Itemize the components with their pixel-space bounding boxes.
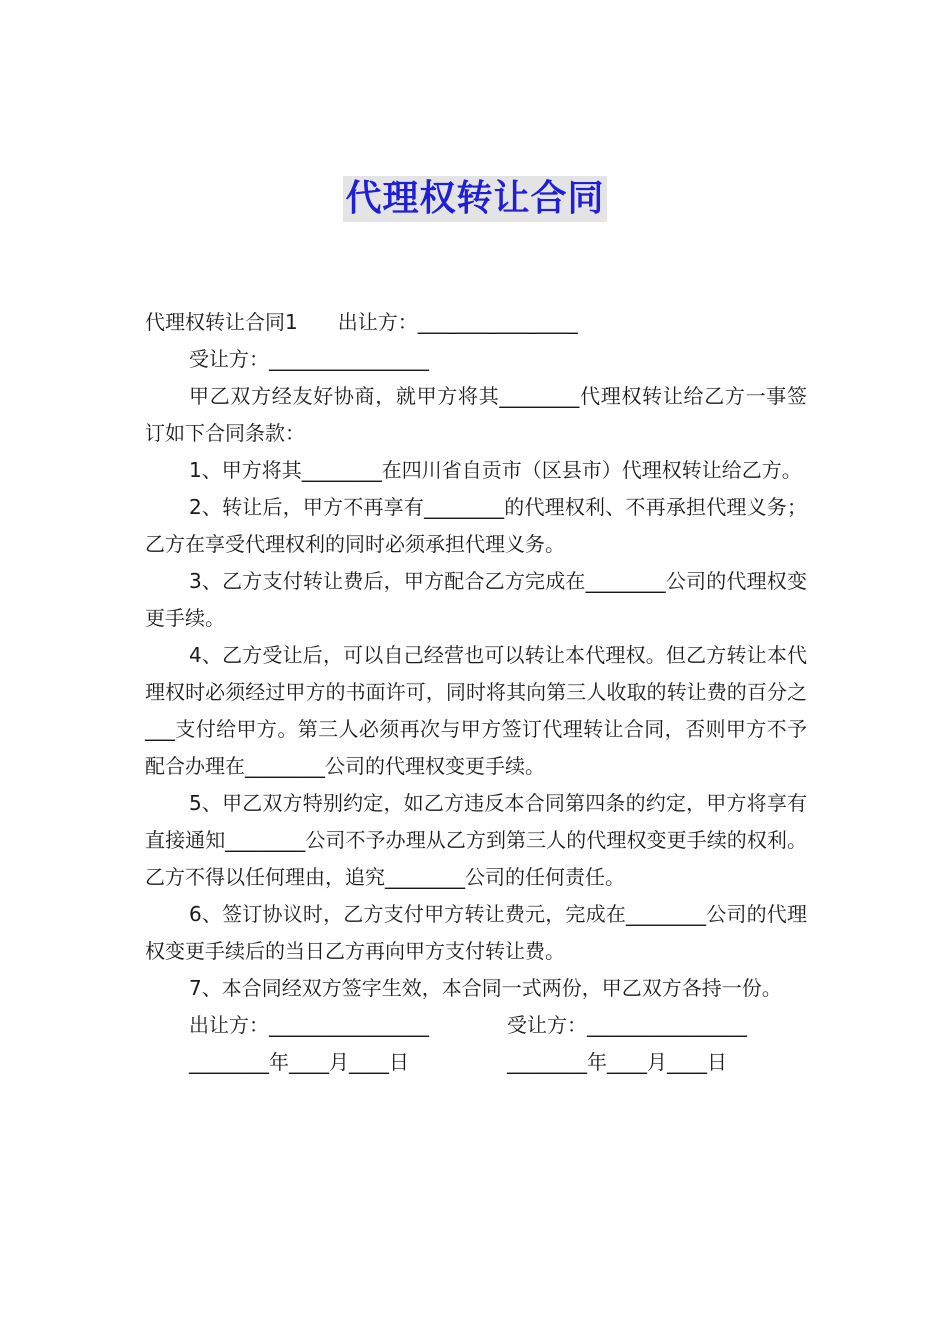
paragraph-clause-6: 6、签订协议时，乙方支付甲方转让费元，完成在________公司的代理权变更手续后的当日乙方再向甲方支付转让费。 bbox=[145, 902, 807, 963]
signature-date-row bbox=[145, 1044, 807, 1081]
title-container bbox=[0, 176, 950, 222]
paragraph-clause-4: 4、乙方受让后，可以自己经营也可以转让本代理权。但乙方转让本代理权时必须经过甲方的书面许可，同时将其向第三人收取的转让费的百分之___支付给甲方。第三人必须再次与甲方签订代理转让合同，否则甲方不予配合办理在________公司的代理权变更手续。 bbox=[145, 643, 807, 778]
paragraph-clause-3: 3、乙方支付转让费后，甲方配合乙方完成在________公司的代理权变更手续。 bbox=[145, 569, 807, 630]
paragraph-clause-5: 5、甲乙双方特别约定，如乙方违反本合同第四条的约定，甲方将享有直接通知________公司不予办理从乙方到第三人的代理权变更手续的权利。乙方不得以任何理由，追究________公司的任何责任。 bbox=[145, 791, 807, 889]
signature-date-left: ________年____月____日 bbox=[189, 1050, 409, 1074]
paragraph-clause-1: 1、甲方将其________在四川省自贡市（区县市）代理权转让给乙方。 bbox=[189, 458, 802, 482]
transferee-line: 受让方：________________ bbox=[189, 347, 429, 371]
document-title: 代理权转让合同 bbox=[343, 176, 606, 222]
signature-date-right: ________年____月____日 bbox=[507, 1050, 727, 1074]
paragraph-clause-7: 7、本合同经双方签字生效，本合同一式两份，甲乙双方各持一份。 bbox=[189, 976, 782, 1000]
signature-party-row bbox=[145, 1007, 807, 1044]
paragraph-intro: 甲乙双方经友好协商，就甲方将其________代理权转让给乙方一事签订如下合同条款： bbox=[145, 384, 807, 445]
signature-transferee: 受让方：________________ bbox=[507, 1013, 747, 1037]
paragraph-clause-2: 2、转让后，甲方不再享有________的代理权利、不再承担代理义务；乙方在享受代理权利的同时必须承担代理义务。 bbox=[145, 495, 807, 556]
header-line: 代理权转让合同1 出让方：________________ bbox=[145, 310, 578, 334]
signature-transferor: 出让方：________________ bbox=[189, 1013, 429, 1037]
document-body bbox=[145, 304, 807, 1081]
